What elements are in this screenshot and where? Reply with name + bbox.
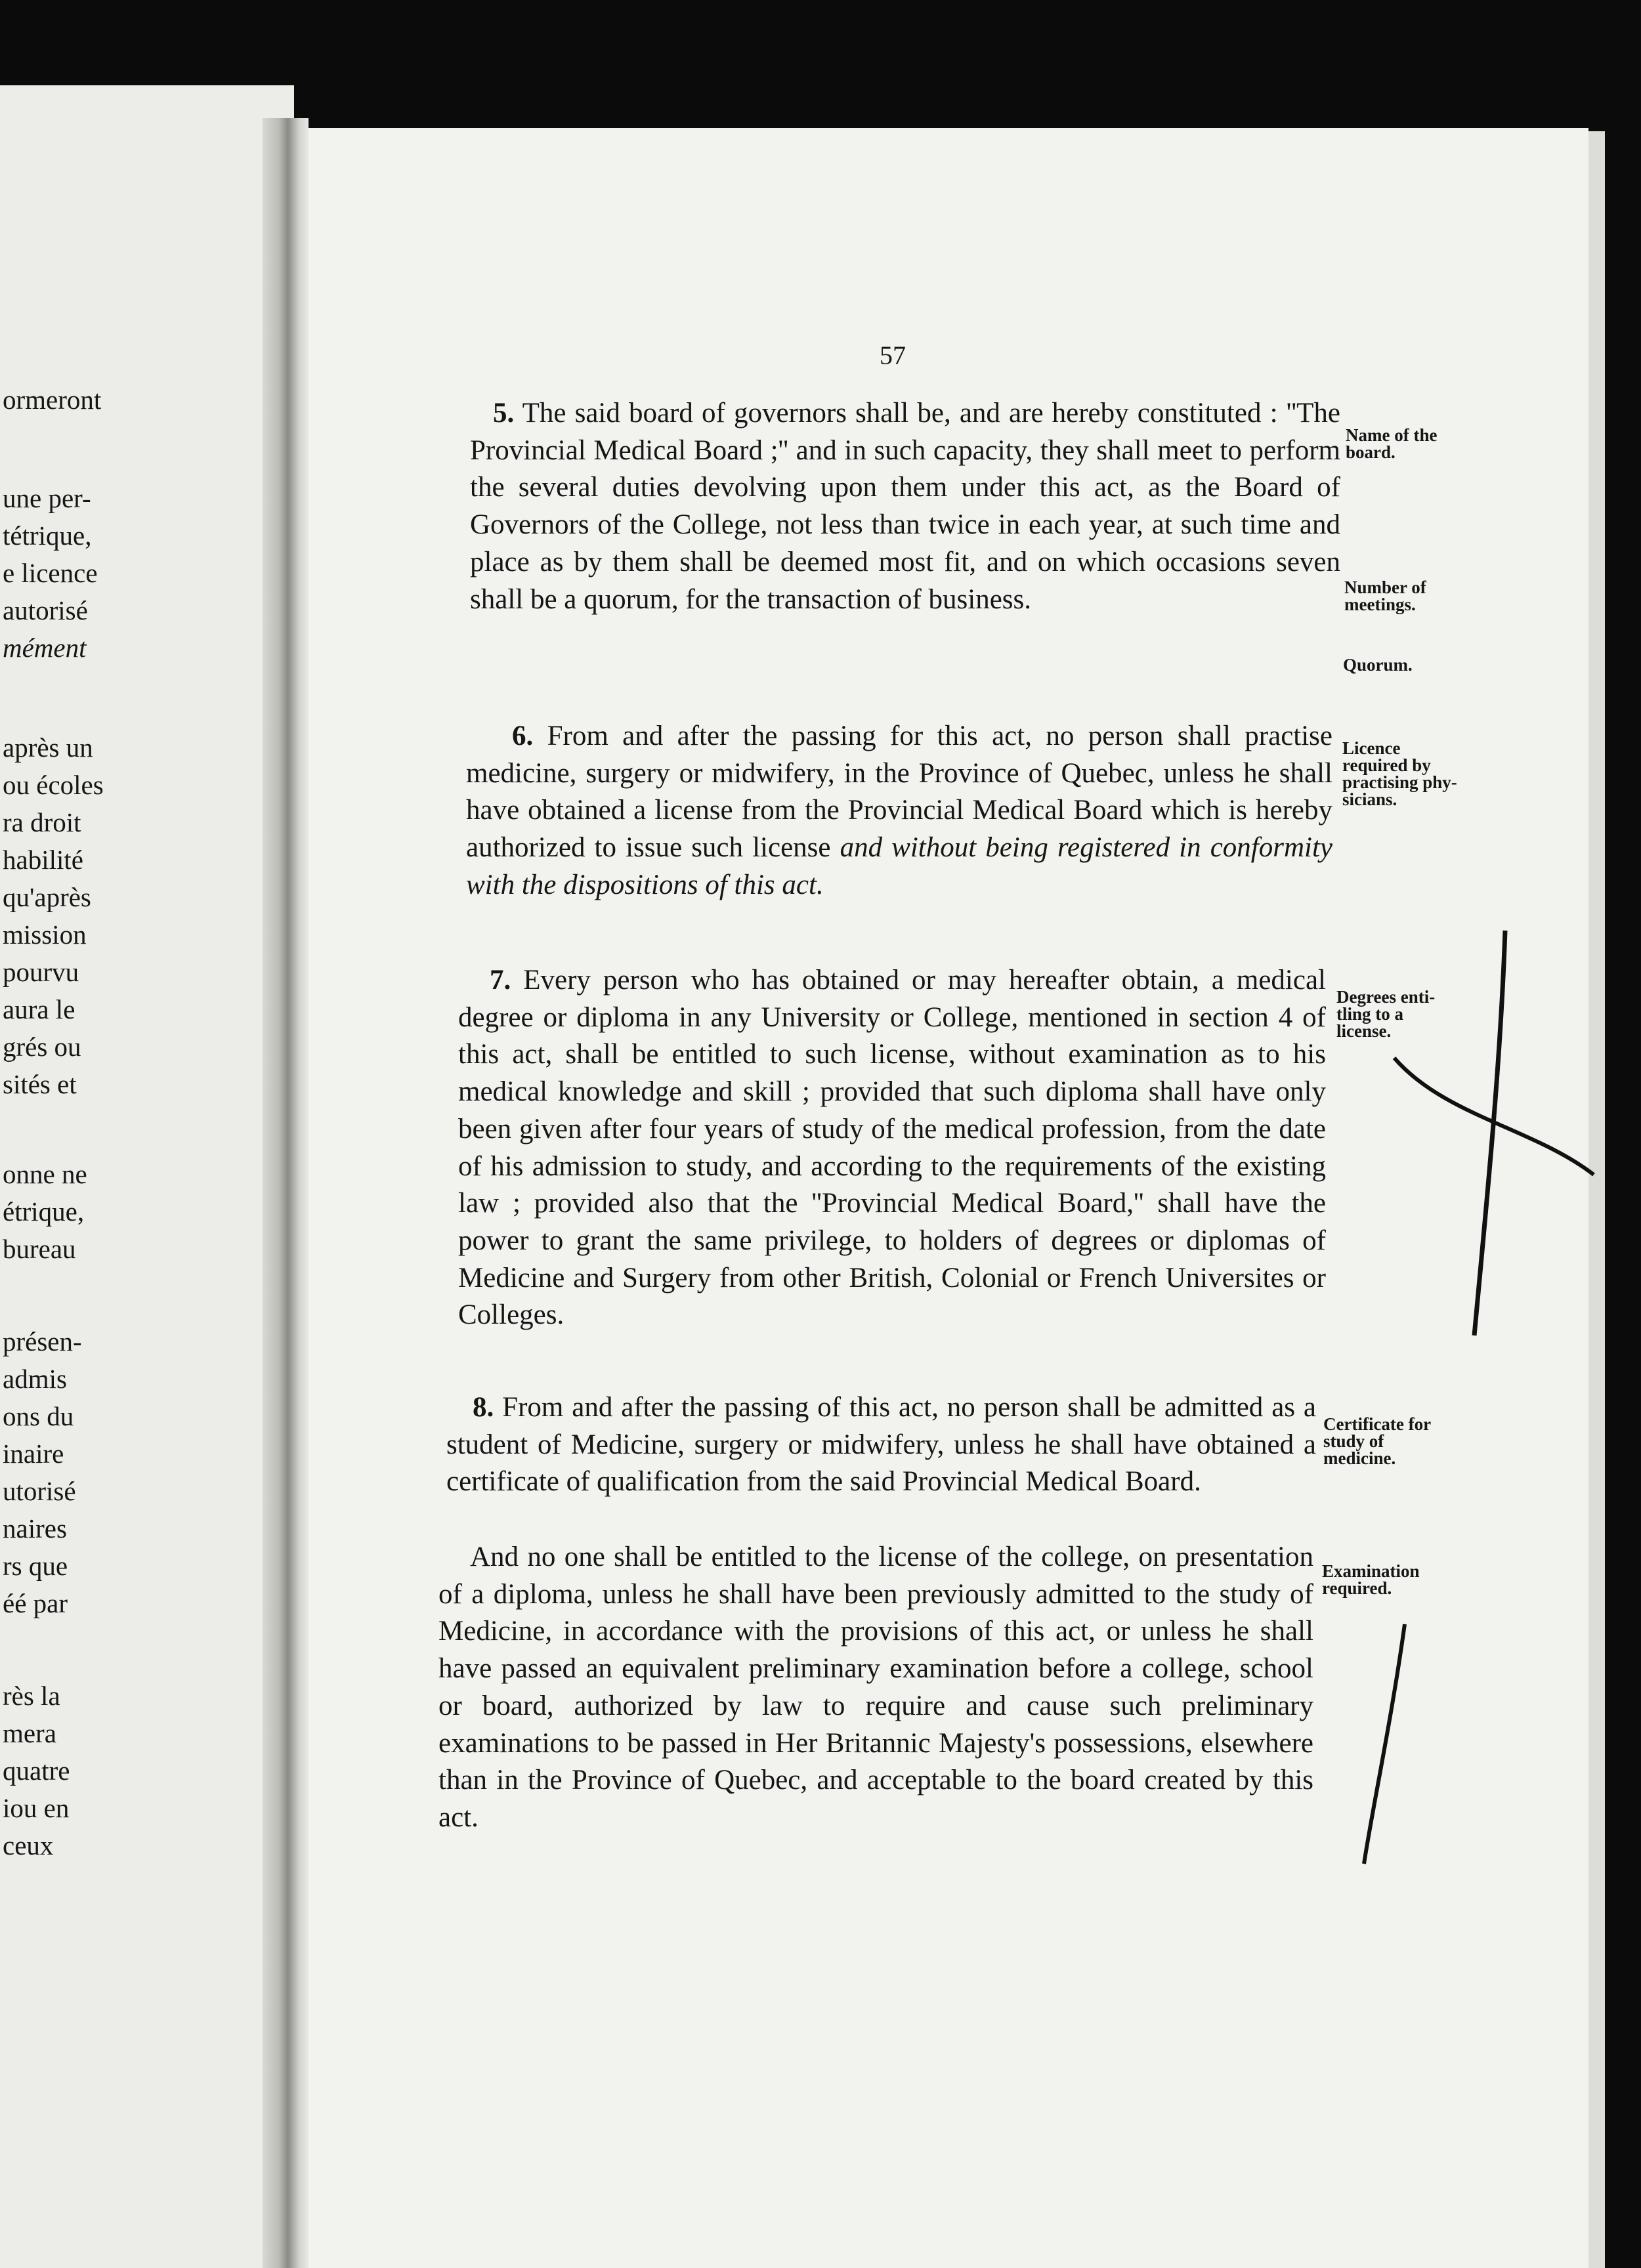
section-8-paragraph bbox=[446, 1389, 1316, 1501]
section-text: And no one shall be entitled to the license of the college, on presentation of a diploma, unless he shall have been previously admitted to the study of Medicine, in accordance with the provisions of this act, or unless he shall have passed an equivalent preliminary examination before a college, school or board, authorized by law to require and cause such preliminary examinations to be passed in Her Britannic Majesty's possessions, elsewhere than in the Province of Quebec, and acceptable to the board created by this act. bbox=[438, 1542, 1313, 1833]
left-page-fragment: présen- bbox=[3, 1326, 82, 1356]
left-page-fragment: utorisé bbox=[3, 1476, 76, 1506]
left-page-fragment: mément bbox=[3, 633, 87, 663]
left-page-fragment: tétrique, bbox=[3, 520, 92, 551]
section-number: 5. bbox=[493, 398, 515, 429]
section-number: 7. bbox=[490, 965, 511, 996]
left-page-fragment: ou écoles bbox=[3, 770, 104, 800]
margin-note: Degrees enti- tling to a license. bbox=[1336, 987, 1436, 1041]
left-page-fragment: e licence bbox=[3, 558, 98, 588]
left-page-fragment: après un bbox=[3, 732, 93, 763]
section-7-paragraph bbox=[458, 962, 1326, 1334]
left-page-fragment: ons du bbox=[3, 1401, 74, 1431]
section-text: The said board of governors shall be, and are hereby constituted : ''The Provincial Medical Board ;'' and in such capacity, they shall meet to perform the several duties devolving upon them under this act, as the Board of Governors of the College, not less than twice in each year, at such time and place as by them shall be deemed most fit, and on which occasions seven shall be a quorum, for the transaction of business. bbox=[470, 398, 1340, 615]
left-page-fragment: autorisé bbox=[3, 595, 88, 625]
margin-note: Quorum. bbox=[1343, 655, 1413, 675]
section-text: From and after the passing of this act, no person shall be admitted as a student of Medicine, surgery or midwifery, unless he shall have obtained a certificate of qualification from the said Provincial Medical Board. bbox=[446, 1392, 1316, 1498]
left-page-fragment: sités et bbox=[3, 1069, 77, 1099]
margin-note: Number of meetings. bbox=[1344, 578, 1426, 614]
left-page-fragment: mission bbox=[3, 919, 87, 950]
margin-note: Examination required. bbox=[1322, 1561, 1420, 1598]
left-page bbox=[0, 85, 294, 2268]
left-page-fragment: ormeront bbox=[3, 385, 102, 415]
left-page-fragment: étrique, bbox=[3, 1196, 85, 1227]
margin-note: Certificate for study of medicine. bbox=[1323, 1414, 1432, 1468]
left-page-fragment: qu'après bbox=[3, 882, 91, 912]
section-italic-text: and without being registered in conformity with the dispositions of this act. bbox=[466, 832, 1332, 900]
left-page-fragment: aura le bbox=[3, 994, 75, 1024]
page-number: 57 bbox=[880, 341, 906, 370]
book-gutter bbox=[263, 118, 309, 2268]
left-page-fragment: quatre bbox=[3, 1755, 70, 1786]
left-page-fragment: éé par bbox=[3, 1588, 68, 1618]
left-page-fragment: ceux bbox=[3, 1830, 54, 1860]
left-page-fragment: ra droit bbox=[3, 807, 81, 837]
left-page-fragment: onne ne bbox=[3, 1159, 87, 1189]
left-page-fragment: iou en bbox=[3, 1793, 70, 1823]
margin-note: Licence required by practising phy- sicians. bbox=[1342, 738, 1457, 809]
license-paragraph bbox=[438, 1539, 1313, 1837]
left-page-fragment: bureau bbox=[3, 1234, 76, 1264]
margin-note: Name of the board. bbox=[1346, 425, 1438, 462]
left-page-fragment: inaire bbox=[3, 1438, 64, 1469]
section-text: Every person who has obtained or may hereafter obtain, a medical degree or diploma in any University or College, mentioned in section 4 of this act, shall be entitled to such license, without examination as to his medical knowledge and skill ; provided that such diploma shall have only been given after four years of study of the medical profession, from the date of his admission to study, and according to the requirements of the existing law ; provided also that the ''Provincial Medical Board,'' shall have the power to grant the same privilege, to holders of degrees or diplomas of Medicine and Surgery from other British, Colonial or French Universites or Colleges. bbox=[458, 965, 1326, 1331]
left-page-fragment: admis bbox=[3, 1364, 67, 1394]
section-number: 8. bbox=[473, 1392, 494, 1423]
left-page-fragment: habilité bbox=[3, 845, 83, 875]
section-6-paragraph bbox=[466, 718, 1332, 904]
section-text: From and after the passing for this act, no person shall practise medicine, surgery or midwifery, in the Province of Quebec, unless he shall have obtained a license from the Provincial Medical Board which is hereby authorized to issue such license bbox=[466, 721, 1332, 864]
left-page-fragment: une per- bbox=[3, 483, 91, 513]
left-page-fragment: pourvu bbox=[3, 957, 79, 987]
section-5-paragraph bbox=[470, 395, 1340, 618]
left-page-fragment: naires bbox=[3, 1513, 67, 1544]
left-page-fragment: rès la bbox=[3, 1681, 60, 1711]
left-page-fragment: mera bbox=[3, 1718, 56, 1748]
left-page-fragment: rs que bbox=[3, 1551, 68, 1581]
section-number: 6. bbox=[512, 721, 534, 751]
left-page-fragment: grés ou bbox=[3, 1032, 81, 1062]
